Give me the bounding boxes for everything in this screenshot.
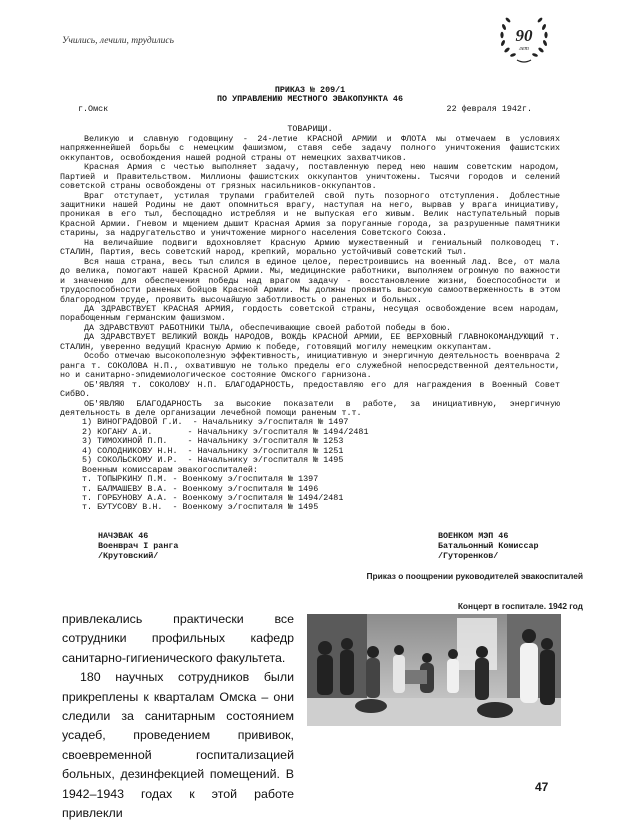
list-item: т. ТОПЫРКИНУ П.М. - Военкому э/госпиталя № 1397 <box>82 474 319 485</box>
signature-left <box>98 531 178 561</box>
order-paragraph: Вся наша страна, весь тыл слился в единое целое, перестроившись на военный лад. Все, от мала до велика, помогают нашей Красной Армии. Мы, медицинские работники, выполняем огромную по важности и значению для обеспечения победы над врагом задачу - восстановление жизни, боеспособности и трудоспособности раненых бойцов Красной Армии. Мы должны проявить высокую самоотверженность в этом благородном труде, проявить высочайшую заботливость о раненых и больных. <box>60 256 560 305</box>
list-item: 3) ТИМОХИНОЙ П.П. - Начальнику э/госпиталя № 1253 <box>82 436 344 447</box>
hospital-heads-list <box>82 418 560 465</box>
signature-rank: Военврач I ранга <box>98 541 179 551</box>
body-paragraph: привлекались практически все сотрудники профильных кафедр санитарно-гигиенического факультета. <box>62 612 294 665</box>
order-paragraph: ОБ'ЯВЛЯЯ т. СОКОЛОВУ Н.П. БЛАГОДАРНОСТЬ, предоставляю его для награждения в Военный Совет СибВО. <box>60 379 560 400</box>
order-document <box>60 86 560 513</box>
order-paragraph: ОБ'ЯВЛЯЮ БЛАГОДАРНОСТЬ за высокие показатели в работе, за инициативную, энергичную деятельность в деле организации лечебной помощи раненым т.т. <box>60 398 560 418</box>
order-paragraph: Враг отступает, устилая трупами грабителей свой путь позорного отступления. Доблестные защитники нашей Родины не дают опомниться врагу, наступая на него, вырвав у врага инициативу, проникая в его тыл, беспощадно истребляя и не выпуская его живым. Велик наступательный порыв Красной Армии. Гневом и мщением дышит Красная Армия за поруганные города, за разрушенные памятники старины, за надругательство и уничтожение мирного населения Советского Союза. <box>60 190 560 239</box>
laurel-wreath-icon <box>494 10 554 66</box>
order-title-line2: ПО УПРАВЛЕНИЮ МЕСТНОГО ЭВАКОПУНКТА 46 <box>217 94 403 105</box>
order-caption: Приказ о поощрении руководителей эвакоспиталей <box>366 571 583 581</box>
order-paragraph: На величайшие подвиги вдохновляет Красную Армию мужественный и гениальный полководец т. СТАЛИН, Партия, весь советский народ, крепкий, морально устойчивый советский тыл. <box>60 237 560 258</box>
order-paragraph: ДА ЗДРАВСТВУЕТ КРАСНАЯ АРМИЯ, гордость советской страны, несущая освобождение всем народам, порабощенным германским фашизмом. <box>60 303 560 324</box>
order-paragraph: ДА ЗДРАВСТВУЕТ ВЕЛИКИЙ ВОЖДЬ НАРОДОВ, ВОЖДЬ КРАСНОЙ АРМИИ, ЕЕ ВЕРХОВНЫЙ ГЛАВНОКОМАНДУЮЩИЙ т. СТАЛИН, уверенно ведущий Красную Армию к победе, готовящий могилу немецким оккупантам. <box>60 332 560 352</box>
order-paragraph: Красная Армия с честью выполняет задачу, поставленную перед нею нашим советским народом, Партией и Правительством. Миллионы фашистских оккупантов уничтожены. Тысячи городов и селений советской страны освобождены от грязных насильников-оккупантов. <box>60 162 560 192</box>
running-head: Учились, лечили, трудились <box>62 36 174 46</box>
order-place: г.Омск <box>78 103 109 114</box>
list-item: 2) КОГАНУ А.И. - Начальнику э/госпиталя № 1494/2481 <box>82 426 369 437</box>
list-item: т. БАЛМАШЕВУ В.А. - Военкому э/госпиталя № 1496 <box>82 483 319 494</box>
commissars-list <box>82 475 560 513</box>
concert-photo <box>307 614 561 726</box>
order-salutation: ТОВАРИЩИ. <box>287 124 333 135</box>
signature-name: /Гуторенков/ <box>438 551 499 561</box>
signature-rank: Батальонный Комиссар <box>438 541 539 551</box>
anniversary-emblem <box>494 10 554 66</box>
order-paragraph: Великую и славную годовщину - 24-летие КРАСНОЙ АРМИИ и ФЛОТА мы отмечаем в условиях напряженнейшей борьбы с немецким фашизмом, ставя себе задачу полного уничтожения фашистских оккупантов, освобождения нашей родной страны от немецких захватчиков. <box>60 133 560 163</box>
photo-caption: Концерт в госпитале. 1942 год <box>457 601 583 611</box>
emblem-number: 90 <box>515 26 533 45</box>
signature-name: /Крутовский/ <box>98 551 159 561</box>
order-paragraph: Особо отмечаю высокополезную эффективность, инициативную и энергичную деятельность военврача 2 ранга т. СОКОЛОВА Н.П., охватившую не только пределы его служебной непосредственной деятельности, но и санитарно-эпидемиологическое состояние Омского гарнизона. <box>60 351 560 381</box>
order-date: 22 февраля 1942г. <box>446 103 532 114</box>
list-item: т. ГОРБУНОВУ А.А. - Военкому э/госпиталя № 1494/2481 <box>82 493 344 504</box>
list-item: 5) СОКОЛЬСКОМУ И.Р. - Начальнику э/госпиталя № 1495 <box>82 455 344 466</box>
list-item: т. БУТУСОВУ В.Н. - Военкому э/госпиталя № 1495 <box>82 502 319 513</box>
order-title-line1: ПРИКАЗ № 209/1 <box>274 85 346 95</box>
commissars-heading: Военным комиссарам эвакогоспиталей: <box>82 464 258 475</box>
list-item: 4) СОЛОДНИКОВУ Н.Н. - Начальнику э/госпиталя № 1251 <box>82 445 344 456</box>
emblem-label: лет <box>519 46 529 52</box>
body-text <box>62 610 294 821</box>
concert-photo-image <box>307 614 561 726</box>
page-number: 47 <box>535 780 549 794</box>
signature-right <box>438 531 539 561</box>
order-paragraph: ДА ЗДРАВСТВУЮТ РАБОТНИКИ ТЫЛА, обеспечивающие своей работой победы в бою. <box>84 322 451 333</box>
signature-title: ВОЕНКОМ МЭП 46 <box>438 531 509 541</box>
body-paragraph: 180 научных сотрудников были прикреплены к кварталам Омска – они следили за санитарным состоянием усадеб, проведением прививок, своевременной госпитализацией больных, дезинфекцией помещений. В 1942–1943 годах к этой работе привлекли <box>62 670 294 821</box>
signature-title: НАЧЭВАК 46 <box>98 531 149 541</box>
list-item: 1) ВИНОГРАДОВОЙ Г.И. - Начальнику э/госпиталя № 1497 <box>82 417 349 428</box>
order-place-date <box>60 105 560 114</box>
